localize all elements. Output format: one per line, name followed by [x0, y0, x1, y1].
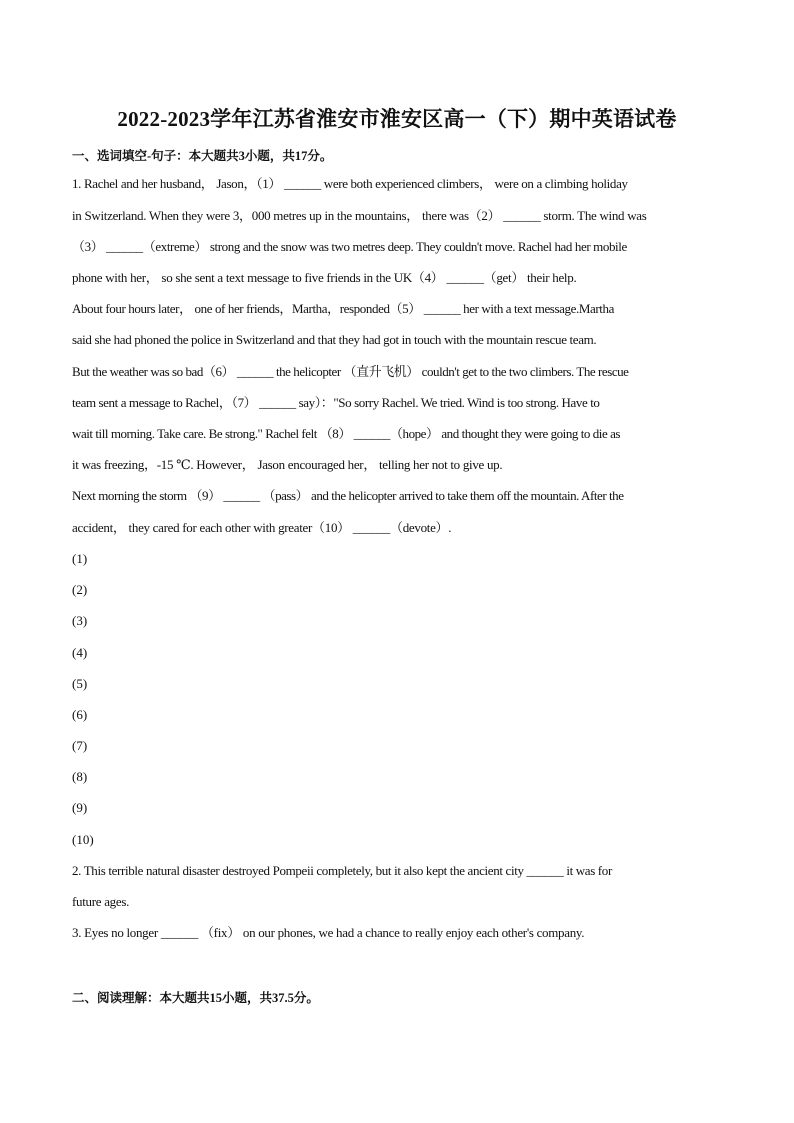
answer-number: (7): [72, 738, 88, 753]
answer-number: (1): [72, 551, 88, 566]
question-2-line: 2. This terrible natural disaster destroyed Pompeii completely, but it also kept the ancient city ______ it was for: [72, 863, 612, 878]
passage-line: phone with her， so she sent a text message to five friends in the UK（4） ______（get） their help.: [72, 270, 577, 285]
passage-line: said she had phoned the police in Switzerland and that they had got in touch with the mountain rescue team.: [72, 332, 597, 347]
passage-line: wait till morning. Take care. Be strong." Rachel felt （8） ______（hope） and thought they were going to die as: [72, 426, 621, 441]
passage-line: in Switzerland. When they were 3，000 metres up in the mountains， there was（2） ______ storm. The wind was: [72, 208, 647, 223]
answer-number: (10): [72, 832, 94, 847]
passage-line: But the weather was so bad（6） ______ the helicopter （直升飞机） couldn't get to the two climbers. The rescue: [72, 364, 629, 379]
answer-number: (3): [72, 613, 88, 628]
answer-number: (8): [72, 769, 88, 784]
answer-number: (4): [72, 645, 88, 660]
section-heading-2: 二、阅读理解：本大题共15小题，共37.5分。: [72, 991, 319, 1005]
answer-number: (5): [72, 676, 88, 691]
question-3-line: 3. Eyes no longer ______ （fix） on our phones, we had a chance to really enjoy each other's company.: [72, 925, 585, 940]
page-title: 2022-2023学年江苏省淮安市淮安区高一（下）期中英语试卷: [117, 107, 677, 131]
passage-line: team sent a message to Rachel，（7） ______ say）："So sorry Rachel. We tried. Wind is too strong. Have to: [72, 395, 600, 410]
answer-number: (9): [72, 800, 88, 815]
passage-line: accident， they cared for each other with greater（10） ______（devote）.: [72, 520, 452, 535]
passage-line: 1. Rachel and her husband， Jason，（1） ______ were both experienced climbers， were on a climbing holiday: [72, 176, 628, 191]
answer-number: (2): [72, 582, 88, 597]
passage-line: Next morning the storm （9） ______ （pass） and the helicopter arrived to take them off the mountain. After the: [72, 488, 624, 503]
passage-line: （3） ______（extreme） strong and the snow was two metres deep. They couldn't move. Rachel had her mobile: [72, 239, 627, 254]
answer-number: (6): [72, 707, 88, 722]
section-heading-1: 一、选词填空-句子：本大题共3小题，共17分。: [72, 149, 333, 163]
question-2-line: future ages.: [72, 894, 130, 909]
passage-line: About four hours later， one of her friends，Martha，responded（5） ______ her with a text message.Martha: [72, 301, 614, 316]
passage-line: it was freezing，-15 ℃. However， Jason encouraged her， telling her not to give up.: [72, 457, 503, 472]
